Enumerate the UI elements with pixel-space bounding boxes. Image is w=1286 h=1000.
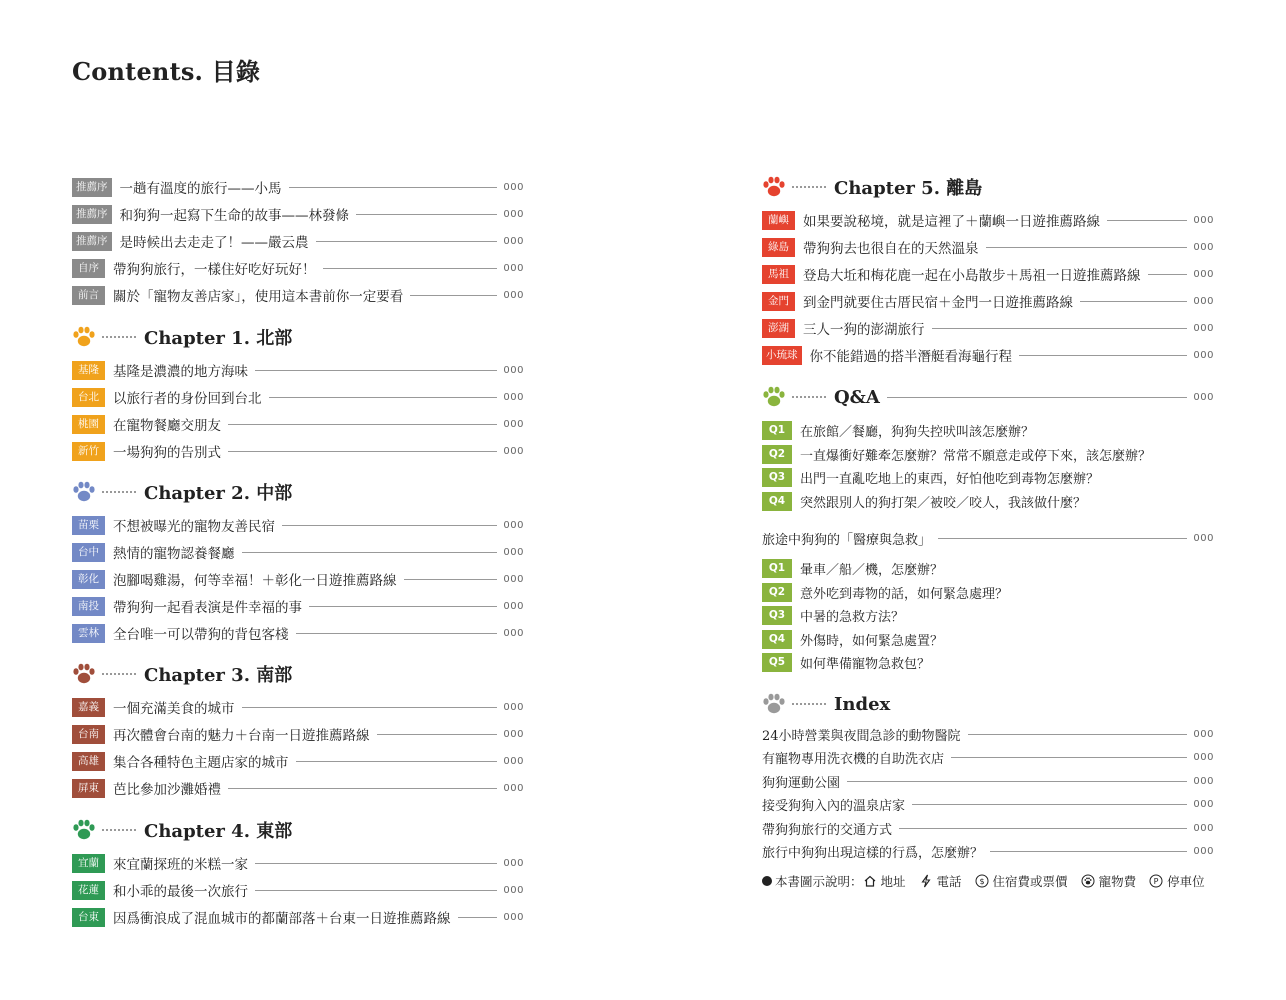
leader-line: [356, 214, 497, 215]
entry-title: 24小時營業與夜間急診的動物醫院: [762, 728, 961, 744]
paw-icon: [72, 326, 96, 348]
entry-title: 到金門就要住古厝民宿＋金門一日遊推薦路線: [803, 295, 1073, 311]
leader-line: [887, 397, 1188, 398]
page-number: 000: [1193, 241, 1214, 253]
page-number: 000: [503, 857, 524, 869]
chapter-title: Chapter 3. 南部: [144, 665, 293, 686]
dotted-divider: [102, 829, 136, 831]
region-tag: 台南: [72, 725, 105, 744]
icon-legend: [762, 872, 1218, 890]
page-number: 000: [503, 884, 524, 896]
dotted-divider: [792, 703, 826, 705]
leader-line: [323, 268, 498, 269]
lightning-icon: [919, 874, 933, 888]
page-number: 000: [503, 289, 524, 301]
page-title: Contents. 目錄: [72, 57, 261, 86]
entry-title: 你不能錯過的搭半潛艇看海龜行程: [809, 349, 1012, 365]
question-text: 如何準備寵物急救包？: [800, 656, 931, 672]
toc-entry[interactable]: [72, 879, 524, 901]
toc-entry[interactable]: [72, 413, 524, 435]
question-tag: Q1: [762, 421, 792, 440]
preface-tag: 推薦序: [72, 178, 112, 197]
question-tag: Q2: [762, 583, 792, 602]
leader-line: [458, 917, 498, 918]
entry-title: 接受狗狗入內的溫泉店家: [762, 798, 906, 814]
preface-tag: 推薦序: [72, 232, 112, 251]
legend-text: 住宿費或票價: [992, 874, 1068, 889]
question-text: 中暑的急救方法？: [800, 609, 905, 625]
entry-title: 基隆是濃濃的地方海味: [113, 364, 248, 380]
qa-entry[interactable]: [762, 557, 1214, 579]
leader-line: [847, 781, 1187, 782]
toc-entry[interactable]: [762, 263, 1214, 285]
region-tag: 小琉球: [762, 346, 802, 365]
page-number: 000: [1193, 214, 1214, 226]
leader-line: [912, 804, 1187, 805]
dotted-divider: [792, 186, 826, 188]
leader-line: [255, 890, 497, 891]
page-number: 000: [503, 782, 524, 794]
entry-title: 和狗狗一起寫下生命的故事——林發條: [119, 208, 349, 224]
preface-tag: 前言: [72, 286, 105, 305]
legend-label: 本書圖示說明：: [775, 874, 863, 889]
leader-line: [1019, 355, 1187, 356]
entry-title: 關於「寵物友善店家」，使用這本書前你一定要看: [113, 289, 404, 305]
region-tag: 苗栗: [72, 516, 105, 535]
parking-circle-icon: [1149, 874, 1163, 888]
leader-line: [255, 863, 497, 864]
paw-icon: [762, 386, 786, 408]
index-entry[interactable]: [762, 793, 1214, 815]
entry-title: 帶狗狗去也很自在的天然溫泉: [803, 241, 979, 257]
dotted-divider: [792, 396, 826, 398]
question-text: 意外吃到毒物的話，如何緊急處理？: [800, 586, 1009, 602]
qa-entry[interactable]: [762, 419, 1214, 441]
toc-entry[interactable]: [72, 723, 524, 745]
toc-entry[interactable]: [762, 317, 1214, 339]
leader-line: [938, 538, 1187, 539]
legend-item: [919, 872, 962, 890]
entry-title: 芭比參加沙灘婚禮: [113, 782, 221, 798]
leader-line: [1148, 274, 1188, 275]
toc-entry[interactable]: [72, 906, 524, 928]
leader-line: [968, 734, 1188, 735]
leader-line: [951, 757, 1187, 758]
toc-entry[interactable]: [72, 359, 524, 381]
region-tag: 嘉義: [72, 698, 105, 717]
toc-entry[interactable]: [72, 203, 524, 225]
dotted-divider: [102, 673, 136, 675]
index-entry[interactable]: [762, 770, 1214, 792]
page-number: 000: [1193, 845, 1214, 857]
leader-line: [228, 424, 497, 425]
legend-item: [863, 872, 906, 890]
question-tag: Q2: [762, 445, 792, 464]
entry-title: 泡腳喝雞湯，何等幸福！＋彰化一日遊推薦路線: [113, 573, 397, 589]
qa-heading[interactable]: [762, 382, 1214, 412]
toc-entry[interactable]: [762, 290, 1214, 312]
entry-title: 不想被曝光的寵物友善民宿: [113, 519, 275, 535]
medical-section-entry[interactable]: [762, 527, 1214, 549]
entry-title: 一趟有溫度的旅行——小馬: [119, 181, 282, 197]
leader-line: [296, 761, 498, 762]
page-number: 000: [503, 755, 524, 767]
legend-item: [1149, 872, 1205, 890]
qa-entry[interactable]: [762, 466, 1214, 488]
region-tag: 蘭嶼: [762, 211, 795, 230]
page-number: 000: [503, 546, 524, 558]
region-tag: 基隆: [72, 361, 105, 380]
region-tag: 綠島: [762, 238, 795, 257]
region-tag: 屏東: [72, 779, 105, 798]
entry-title: 是時候出去走走了！——嚴云農: [119, 235, 309, 251]
entry-title: 旅行中狗狗出現這樣的行爲，怎麼辦？: [762, 845, 984, 861]
question-tag: Q3: [762, 468, 792, 487]
leader-line: [242, 552, 498, 553]
toc-entry[interactable]: [72, 386, 524, 408]
region-tag: 金門: [762, 292, 795, 311]
index-entry[interactable]: [762, 723, 1214, 745]
page-number: 000: [503, 519, 524, 531]
chapter-title: Index: [834, 693, 891, 715]
leader-line: [932, 328, 1188, 329]
page-number: 000: [503, 728, 524, 740]
index-heading[interactable]: [762, 689, 1214, 719]
paw-icon: [72, 481, 96, 503]
page-number: 000: [503, 600, 524, 612]
leader-line: [404, 579, 498, 580]
entry-title: 來宜蘭探班的米糕一家: [113, 857, 248, 873]
entry-title: 三人一狗的澎湖旅行: [803, 322, 925, 338]
entry-title: 在寵物餐廳交朋友: [113, 418, 221, 434]
question-tag: Q5: [762, 653, 792, 672]
page-number: 000: [503, 364, 524, 376]
entry-title: 和小乖的最後一次旅行: [113, 884, 248, 900]
leader-line: [269, 397, 498, 398]
paw-circle-icon: [1081, 874, 1095, 888]
page-number: 000: [1193, 391, 1214, 403]
chapter-5-heading[interactable]: [762, 172, 1214, 202]
entry-title: 帶狗狗旅行，一樣住好吃好玩好！: [113, 262, 316, 278]
page-number: 000: [1193, 268, 1214, 280]
legend-text: 停車位: [1167, 874, 1205, 889]
toc-entry[interactable]: [762, 209, 1214, 231]
region-tag: 新竹: [72, 442, 105, 461]
question-text: 外傷時，如何緊急處置？: [800, 633, 944, 649]
legend-item: [1081, 872, 1137, 890]
index-entry[interactable]: [762, 746, 1214, 768]
leader-line: [242, 707, 498, 708]
region-tag: 高雄: [72, 752, 105, 771]
entry-title: 如果要說秘境，就是這裡了＋蘭嶼一日遊推薦路線: [803, 214, 1100, 230]
question-text: 在旅館／餐廳，狗狗失控吠叫該怎麼辦？: [800, 424, 1035, 440]
toc-entry[interactable]: [72, 514, 524, 536]
chapter-title: Chapter 5. 離島: [834, 178, 983, 199]
entry-title: 集合各種特色主題店家的城市: [113, 755, 289, 771]
leader-line: [377, 734, 498, 735]
page-number: 000: [1193, 532, 1214, 544]
qa-entry[interactable]: [762, 581, 1214, 603]
entry-title: 有寵物專用洗衣機的自助洗衣店: [762, 751, 945, 767]
question-tag: Q1: [762, 559, 792, 578]
chapter-1-heading[interactable]: [72, 322, 524, 352]
question-text: 暈車／船／機，怎麼辦？: [800, 562, 944, 578]
leader-line: [316, 241, 498, 242]
paw-icon: [72, 663, 96, 685]
index-entry[interactable]: [762, 840, 1214, 862]
leader-line: [410, 295, 497, 296]
question-tag: Q3: [762, 606, 792, 625]
legend-text: 地址: [880, 874, 906, 889]
medical-section-title: 旅途中狗狗的「醫療與急救」: [762, 532, 932, 548]
chapter-2-heading[interactable]: [72, 477, 524, 507]
page-number: 000: [1193, 322, 1214, 334]
dotted-divider: [102, 336, 136, 338]
leader-line: [1107, 220, 1187, 221]
toc-entry[interactable]: [72, 777, 524, 799]
question-text: 突然跟別人的狗打架／被咬／咬人，我該做什麼？: [800, 495, 1087, 511]
toc-entry[interactable]: [762, 236, 1214, 258]
qa-entry[interactable]: [762, 443, 1214, 465]
toc-entry[interactable]: [72, 284, 524, 306]
leader-line: [228, 451, 497, 452]
entry-title: 帶狗狗旅行的交通方式: [762, 822, 893, 838]
leader-line: [986, 247, 1188, 248]
qa-entry[interactable]: [762, 651, 1214, 673]
page-number: 000: [503, 235, 524, 247]
qa-entry[interactable]: [762, 490, 1214, 512]
toc-entry[interactable]: [72, 541, 524, 563]
chapter-title: Chapter 4. 東部: [144, 821, 293, 842]
entry-title: 一個充滿美食的城市: [113, 701, 235, 717]
toc-entry[interactable]: [72, 852, 524, 874]
paw-icon: [762, 176, 786, 198]
chapter-3-heading[interactable]: [72, 659, 524, 689]
entry-title: 狗狗運動公園: [762, 775, 841, 791]
preface-tag: 自序: [72, 259, 105, 278]
toc-entry[interactable]: [72, 440, 524, 462]
bullet-icon: [762, 876, 772, 886]
page-number: 000: [1193, 822, 1214, 834]
toc-entry[interactable]: [72, 230, 524, 252]
page-number: 000: [503, 701, 524, 713]
entry-title: 熱情的寵物認養餐廳: [113, 546, 235, 562]
page-number: 000: [503, 208, 524, 220]
region-tag: 台中: [72, 543, 105, 562]
question-text: 出門一直亂吃地上的東西，好怕他吃到毒物怎麼辦？: [800, 471, 1100, 487]
entry-title: 帶狗狗一起看表演是件幸福的事: [113, 600, 302, 616]
toc-entry[interactable]: [72, 257, 524, 279]
qa-entry[interactable]: [762, 628, 1214, 650]
preface-tag: 推薦序: [72, 205, 112, 224]
chapter-4-heading[interactable]: [72, 815, 524, 845]
paw-icon: [72, 819, 96, 841]
region-tag: 馬祖: [762, 265, 795, 284]
leader-line: [289, 187, 498, 188]
svg-text:P: P: [1153, 877, 1159, 886]
leader-line: [228, 788, 497, 789]
page-number: 000: [1193, 775, 1214, 787]
page-number: 000: [503, 445, 524, 457]
toc-entry[interactable]: [72, 595, 524, 617]
toc-entry[interactable]: [762, 344, 1214, 366]
question-tag: Q4: [762, 630, 792, 649]
leader-line: [990, 851, 1187, 852]
region-tag: 花蓮: [72, 881, 105, 900]
entry-title: 全台唯一可以帶狗的背包客棧: [113, 627, 289, 643]
entry-title: 登島大坵和梅花鹿一起在小島散步＋馬祖一日遊推薦路線: [803, 268, 1141, 284]
page-number: 000: [1193, 798, 1214, 810]
region-tag: 澎湖: [762, 319, 795, 338]
page-number: 000: [503, 627, 524, 639]
page-number: 000: [503, 573, 524, 585]
region-tag: 台東: [72, 908, 105, 927]
region-tag: 南投: [72, 597, 105, 616]
toc-entry[interactable]: [72, 176, 524, 198]
entry-title: 一場狗狗的告別式: [113, 445, 221, 461]
region-tag: 雲林: [72, 624, 105, 643]
home-icon: [863, 874, 877, 888]
page-number: 000: [1193, 349, 1214, 361]
entry-title: 再次體會台南的魅力＋台南一日遊推薦路線: [113, 728, 370, 744]
toc-entry[interactable]: [72, 622, 524, 644]
paw-icon: [762, 693, 786, 715]
page-number: 000: [1193, 751, 1214, 763]
region-tag: 宜蘭: [72, 854, 105, 873]
entry-title: 因爲衝浪成了混血城市的都蘭部落＋台東一日遊推薦路線: [113, 911, 451, 927]
page-number: 000: [1193, 728, 1214, 740]
leader-line: [282, 525, 497, 526]
region-tag: 桃園: [72, 415, 105, 434]
region-tag: 台北: [72, 388, 105, 407]
page-number: 000: [1193, 295, 1214, 307]
leader-line: [296, 633, 498, 634]
chapter-title: Chapter 2. 中部: [144, 483, 293, 504]
leader-line: [899, 828, 1187, 829]
dotted-divider: [102, 491, 136, 493]
dollar-circle-icon: [975, 874, 989, 888]
index-entry[interactable]: [762, 817, 1214, 839]
leader-line: [255, 370, 497, 371]
page-number: 000: [503, 262, 524, 274]
question-text: 一直爆衝好難牽怎麼辦？常常不願意走或停下來，該怎麼辦？: [800, 448, 1152, 464]
svg-text:$: $: [979, 877, 985, 886]
toc-entry[interactable]: [72, 568, 524, 590]
leader-line: [309, 606, 497, 607]
chapter-title: Chapter 1. 北部: [144, 328, 293, 349]
entry-title: 以旅行者的身份回到台北: [113, 391, 262, 407]
toc-entry[interactable]: [72, 750, 524, 772]
page-number: 000: [503, 911, 524, 923]
region-tag: 彰化: [72, 570, 105, 589]
page-number: 000: [503, 418, 524, 430]
chapter-title: Q&A: [834, 386, 880, 408]
legend-text: 寵物費: [1098, 874, 1137, 889]
toc-entry[interactable]: [72, 696, 524, 718]
page-number: 000: [503, 181, 524, 193]
legend-text: 電話: [936, 874, 962, 889]
legend-item: [975, 872, 1068, 890]
question-tag: Q4: [762, 492, 792, 511]
page-number: 000: [503, 391, 524, 403]
qa-entry[interactable]: [762, 604, 1214, 626]
leader-line: [1080, 301, 1187, 302]
